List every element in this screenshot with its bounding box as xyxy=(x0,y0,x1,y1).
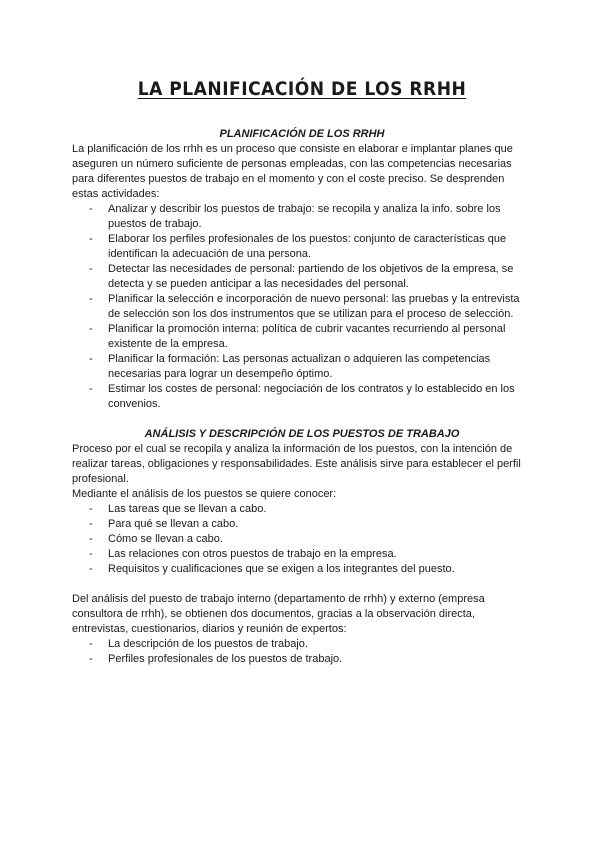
list-item: - Analizar y describir los puestos de trabajo: se recopila y analiza la info. sobre los puestos de trabajo. xyxy=(72,202,532,232)
section-outro-analisis: Del análisis del puesto de trabajo interno (departamento de rrhh) y externo (empresa consultora de rrhh), se obtienen dos documentos, gracias a la observación directa, entrevistas, cuestionarios, diarios y reunión de expertos: xyxy=(72,593,485,635)
list-item: - Elaborar los perfiles profesionales de los puestos: conjunto de características que identifican la adecuación de una persona. xyxy=(72,232,532,262)
list-item: - Cómo se llevan a cabo. xyxy=(72,532,532,547)
section-heading-analisis: ANÁLISIS Y DESCRIPCIÓN DE LOS PUESTOS DE TRABAJO xyxy=(144,428,460,440)
spacer xyxy=(72,577,532,592)
document-page xyxy=(72,78,532,667)
list-item: - Detectar las necesidades de personal: partiendo de los objetivos de la empresa, se detecta y se pueden anticipar a las necesidades del personal. xyxy=(72,262,532,292)
list-item: - Las relaciones con otros puestos de trabajo en la empresa. xyxy=(72,547,532,562)
section-intro-analisis: Proceso por el cual se recopila y analiza la información de los puestos, con la intención de realizar tareas, obligaciones y responsabilidades. Este análisis sirve para establecer el perfil profesional. xyxy=(72,443,521,485)
list-item: - Para qué se llevan a cabo. xyxy=(72,517,532,532)
list-item: - Planificar la formación: Las personas actualizan o adquieren las competencias necesarias para lograr un desempeño óptimo. xyxy=(72,352,532,382)
documents-list xyxy=(72,637,532,667)
list-item: - Perfiles profesionales de los puestos de trabajo. xyxy=(72,652,532,667)
list-item: - Planificar la promoción interna: política de cubrir vacantes recurriendo al personal existente de la empresa. xyxy=(72,322,532,352)
section-heading-planificacion: PLANIFICACIÓN DE LOS RRHH xyxy=(219,128,385,140)
list-item: - Planificar la selección e incorporación de nuevo personal: las pruebas y la entrevista de selección son los dos instrumentos que se utilizan para el proceso de selección. xyxy=(72,292,532,322)
list-item: - La descripción de los puestos de trabajo. xyxy=(72,637,532,652)
section-lead-analisis: Mediante el análisis de los puestos se quiere conocer: xyxy=(72,488,337,500)
spacer xyxy=(72,412,532,427)
document-title: LA PLANIFICACIÓN DE LOS RRHH xyxy=(137,78,467,100)
section-intro-planificacion: La planificación de los rrhh es un proceso que consiste en elaborar e implantar planes que aseguren un número suficiente de personas empleadas, con las competencias necesarias para diferentes puestos de trabajo en el momento y con el coste preciso. Se desprenden estas actividades: xyxy=(72,143,513,200)
knowledge-list xyxy=(72,502,532,577)
list-item: - Estimar los costes de personal: negociación de los contratos y lo establecido en los convenios. xyxy=(72,382,532,412)
list-item: - Requisitos y cualificaciones que se exigen a los integrantes del puesto. xyxy=(72,562,532,577)
list-item: - Las tareas que se llevan a cabo. xyxy=(72,502,532,517)
activities-list xyxy=(72,202,532,412)
